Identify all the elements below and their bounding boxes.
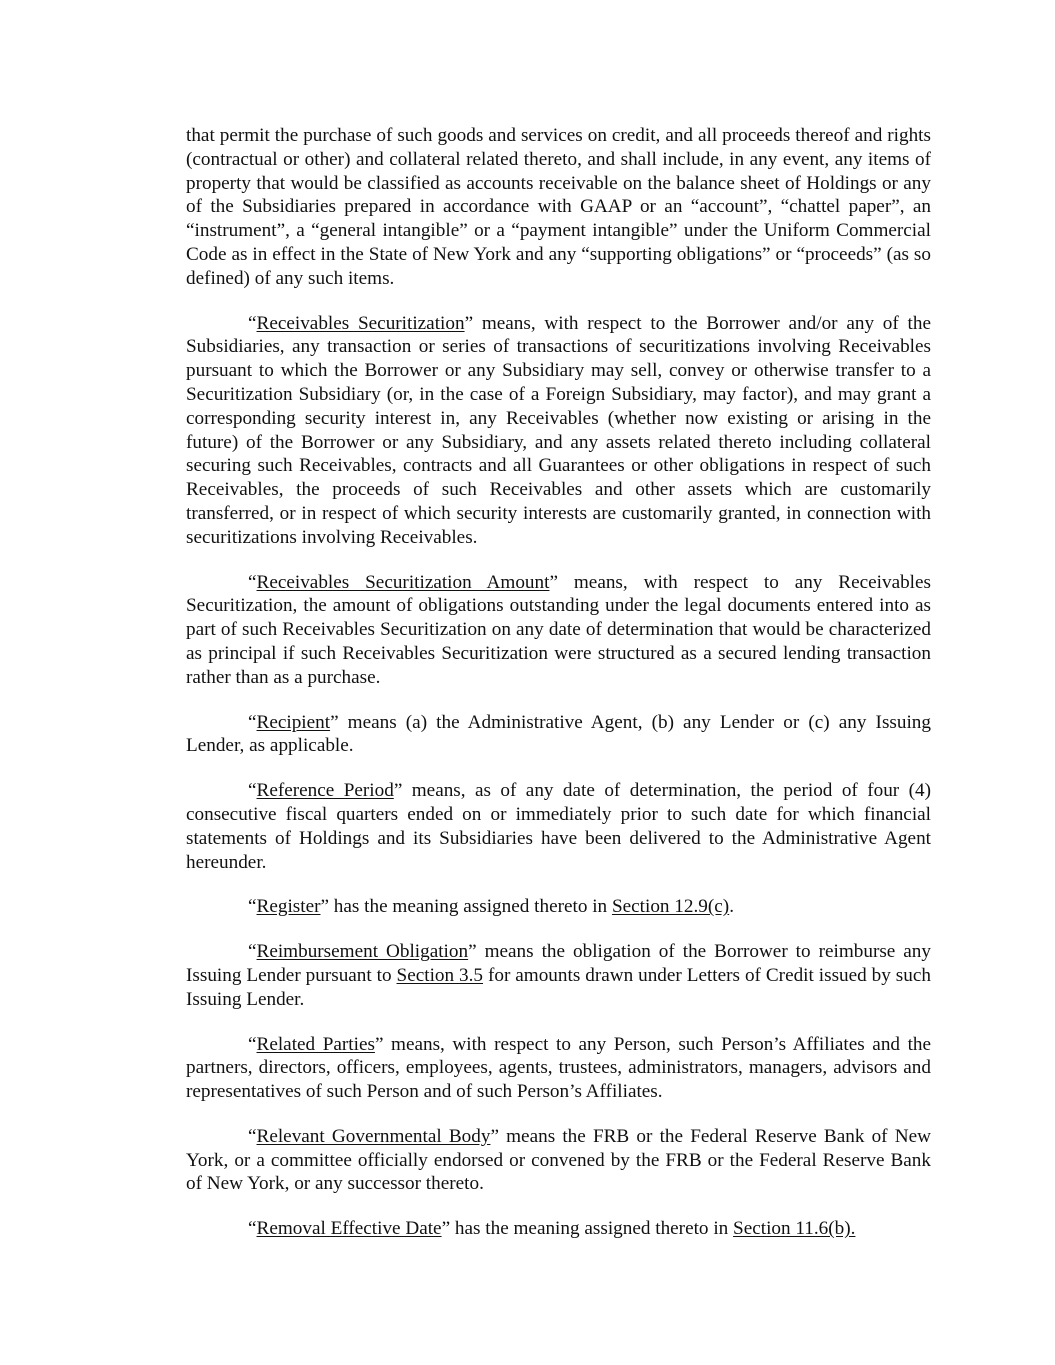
defined-term: Related Parties (256, 1033, 375, 1055)
definition-related-parties: “Related Parties” means, with respect to any Person, such Person’s Affiliates and the partners, directors, officers, employees, agents, trustees, administrators, managers, advisors and representatives of such Person and of such Person’s Affiliates. (186, 1033, 932, 1103)
section-reference: Section 3.5 (396, 964, 484, 986)
definition-text: ” means, with respect to any Person, such Person’s Affiliates and the partners, directors, officers, employees, agents, trustees, administrators, managers, advisors and representatives of such Person and of such Person’s Affiliates. (186, 1033, 932, 1103)
definition-text: ” means the obligation of the Borrower to reimburse any Issuing Lender pursuant to (186, 941, 931, 986)
definition-text-end: for amounts drawn under Letters of Credit issued by such Issuing Lender. (186, 964, 931, 1010)
defined-term: Reference Period (256, 780, 394, 802)
definition-relevant-governmental-body: “Relevant Governmental Body” means the FRB or the Federal Reserve Bank of New York, or a committee officially endorsed or convened by the FRB or the Federal Reserve Bank of New York, or any successor thereto. (186, 1125, 931, 1195)
document-page (186, 124, 931, 1262)
definition-text: ” has the meaning assigned thereto in (320, 896, 612, 918)
definition-recipient: “Recipient” means (a) the Administrative Agent, (b) any Lender or (c) any Issuing Lender, as applicable. (186, 711, 931, 757)
definition-receivables-securitization: “Receivables Securitization” means, with respect to the Borrower and/or any of the Subsidiaries, any transaction or series of transactions of securitizations involving Receivables pursuant to which the Borrower or any Subsidiary may sell, convey or otherwise transfer to a Securitization Subsidiary (or, in the case of a Foreign Subsidiary, may factor), and may grant a corresponding security interest in, any Receivables (whether now existing or arising in the future) of the Borrower or any Subsidiary, and any assets related thereto including collateral securing such Receivables, contracts and all Guarantees or other obligations in respect of such Receivables, the proceeds of such Receivables and other assets which are customarily transferred, or in respect of which security interests are customarily granted, in connection with securitizations involving Receivables. (186, 312, 931, 548)
definition-receivables-securitization-amount: “Receivables Securitization Amount” means, with respect to any Receivables Securitization, the amount of obligations outstanding under the legal documents entered into as part of such Receivables Securitization on any date of determination that would be characterized as principal if such Receivables Securitization were structured as a secured lending transaction rather than as a purchase. (186, 571, 932, 688)
definition-text: ” means, with respect to any Receivables Securitization, the amount of obligations outstanding under the legal documents entered into as part of such Receivables Securitization on any date of determination that would be characterized as principal if such Receivables Securitization were structured as a secured lending transaction rather than as a purchase. (186, 571, 932, 688)
defined-term: Receivables Securitization Amount (256, 571, 550, 593)
intro-paragraph: that permit the purchase of such goods and services on credit, and all proceeds thereof and rights (contractual or other) and collateral related thereto, and shall include, in any event, any items of property that would be classified as accounts receivable on the balance sheet of Holdings or any of the Subsidiaries prepared in accordance with GAAP or an “account”, “chattel paper”, an “instrument”, a “general intangible” or a “payment intangible” under the Uniform Commercial Code as in effect in the State of New York and any “supporting obligations” or “proceeds” (as so defined) of any such items. (186, 125, 931, 289)
definition-text: ” has the meaning assigned thereto in (441, 1218, 734, 1240)
definition-reimbursement-obligation: “Reimbursement Obligation” means the obligation of the Borrower to reimburse any Issuing Lender pursuant to Section 3.5 for amounts drawn under Letters of Credit issued by such Issuing Lender. (186, 941, 931, 1010)
definition-text: ” means (a) the Administrative Agent, (b) any Lender or (c) any Issuing Lender, as applicable. (186, 711, 931, 757)
defined-term: Reimbursement Obligation (256, 941, 469, 963)
definition-register: “Register” has the meaning assigned thereto in Section 12.9(c). (248, 896, 734, 918)
definition-removal-effective-date: “Removal Effective Date” has the meaning assigned thereto in Section 11.6(b). (248, 1218, 856, 1240)
defined-term: Recipient (256, 711, 331, 733)
definition-reference-period: “Reference Period” means, as of any date of determination, the period of four (4) consecutive fiscal quarters ended on or immediately prior to such date for which financial statements of Holdings and its Subsidiaries have been delivered to the Administrative Agent hereunder. (186, 780, 931, 873)
defined-term: Receivables Securitization (256, 312, 465, 334)
defined-term: Relevant Governmental Body (256, 1125, 491, 1147)
definition-text: ” means, as of any date of determination, the period of four (4) consecutive fiscal quarters ended on or immediately prior to such date for which financial statements of Holdings and its Subsidiaries have been delivered to the Administrative Agent hereunder. (186, 780, 931, 873)
definition-text: ” means, with respect to the Borrower and/or any of the Subsidiaries, any transaction or series of transactions of securitizations involving Receivables pursuant to which the Borrower or any Subsidiary may sell, convey or otherwise transfer to a Securitization Subsidiary (or, in the case of a Foreign Subsidiary, may factor), and may grant a corresponding security interest in, any Receivables (whether now existing or arising in the future) of the Borrower or any Subsidiary, and any assets related thereto including collateral securing such Receivables, contracts and all Guarantees or other obligations in respect of such Receivables, the proceeds of such Receivables and other assets which are customarily transferred, or in respect of which security interests are customarily granted, in connection with securitizations involving Receivables. (186, 312, 931, 548)
definition-text: ” means the FRB or the Federal Reserve Bank of New York, or a committee officially endorsed or convened by the FRB or the Federal Reserve Bank of New York, or any successor thereto. (186, 1125, 931, 1195)
section-reference: Section 12.9(c) (611, 896, 730, 918)
section-reference: Section 11.6(b). (733, 1218, 856, 1240)
defined-term: Removal Effective Date (256, 1218, 442, 1240)
definition-text-end: . (729, 896, 734, 918)
defined-term: Register (256, 896, 321, 918)
